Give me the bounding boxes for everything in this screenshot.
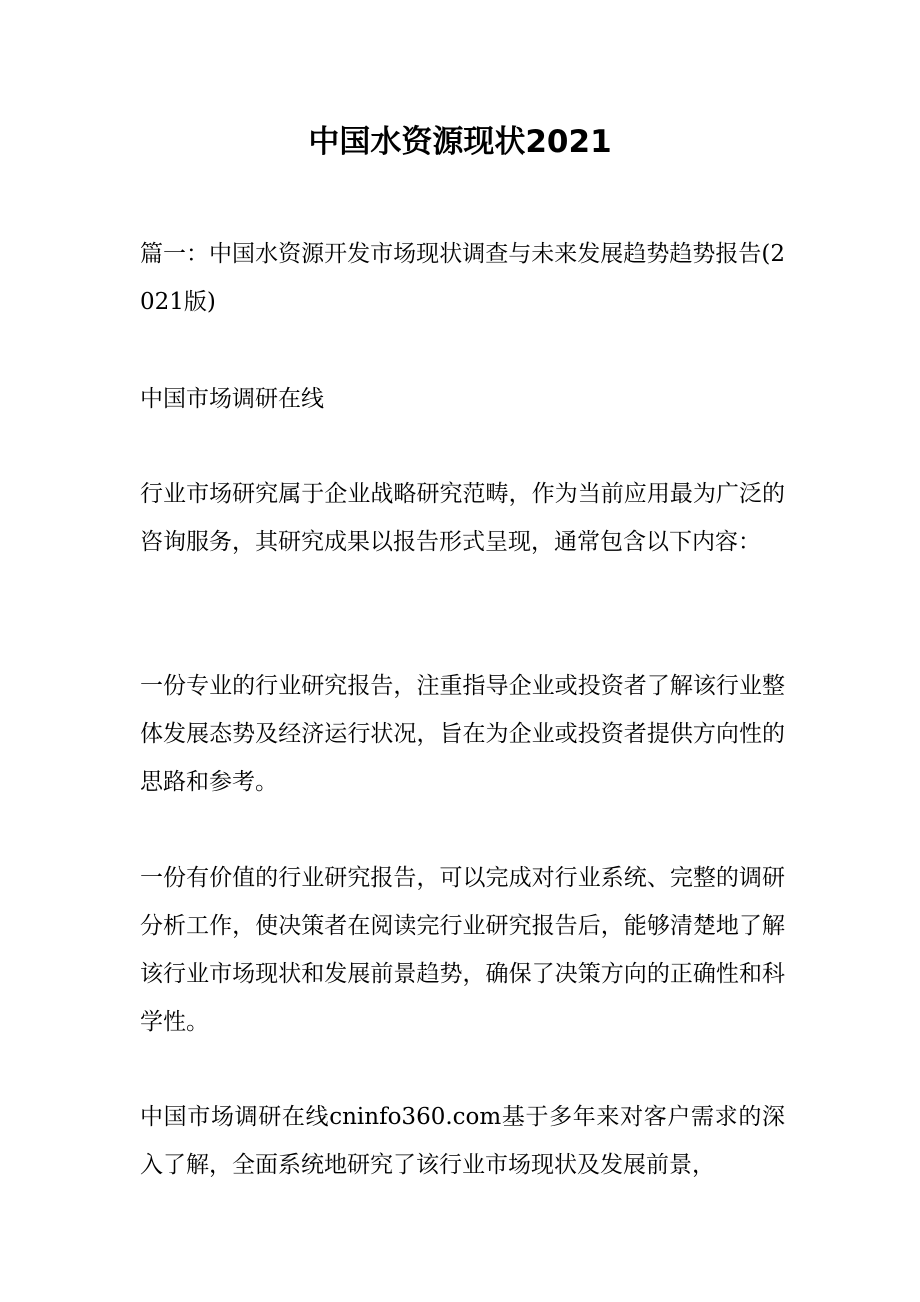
document-title: 中国水资源现状2021 (308, 124, 612, 160)
paragraph-intro: 行业市场研究属于企业战略研究范畴，作为当前应用最为广泛的咨询服务，其研究成果以报告形式呈现，通常包含以下内容： (140, 481, 785, 555)
paragraph-valuable-report: 一份有价值的行业研究报告，可以完成对行业系统、完整的调研分析工作，使决策者在阅读完行业研究报告后，能够清楚地了解该行业市场现状和发展前景趋势，确保了决策方向的正确性和科学性。 (140, 865, 785, 1035)
paragraph-company-description: 中国市场调研在线cninfo360.com基于多年来对客户需求的深入了解，全面系统地研究了该行业市场现状及发展前景， (140, 1104, 785, 1178)
paragraph-report-heading: 篇一：中国水资源开发市场现状调查与未来发展趋势趋势报告(2021版) (140, 241, 785, 315)
paragraph-professional-report: 一份专业的行业研究报告，注重指导企业或投资者了解该行业整体发展态势及经济运行状况，旨在为企业或投资者提供方向性的思路和参考。 (140, 673, 785, 795)
paragraph-source: 中国市场调研在线 (140, 386, 324, 412)
